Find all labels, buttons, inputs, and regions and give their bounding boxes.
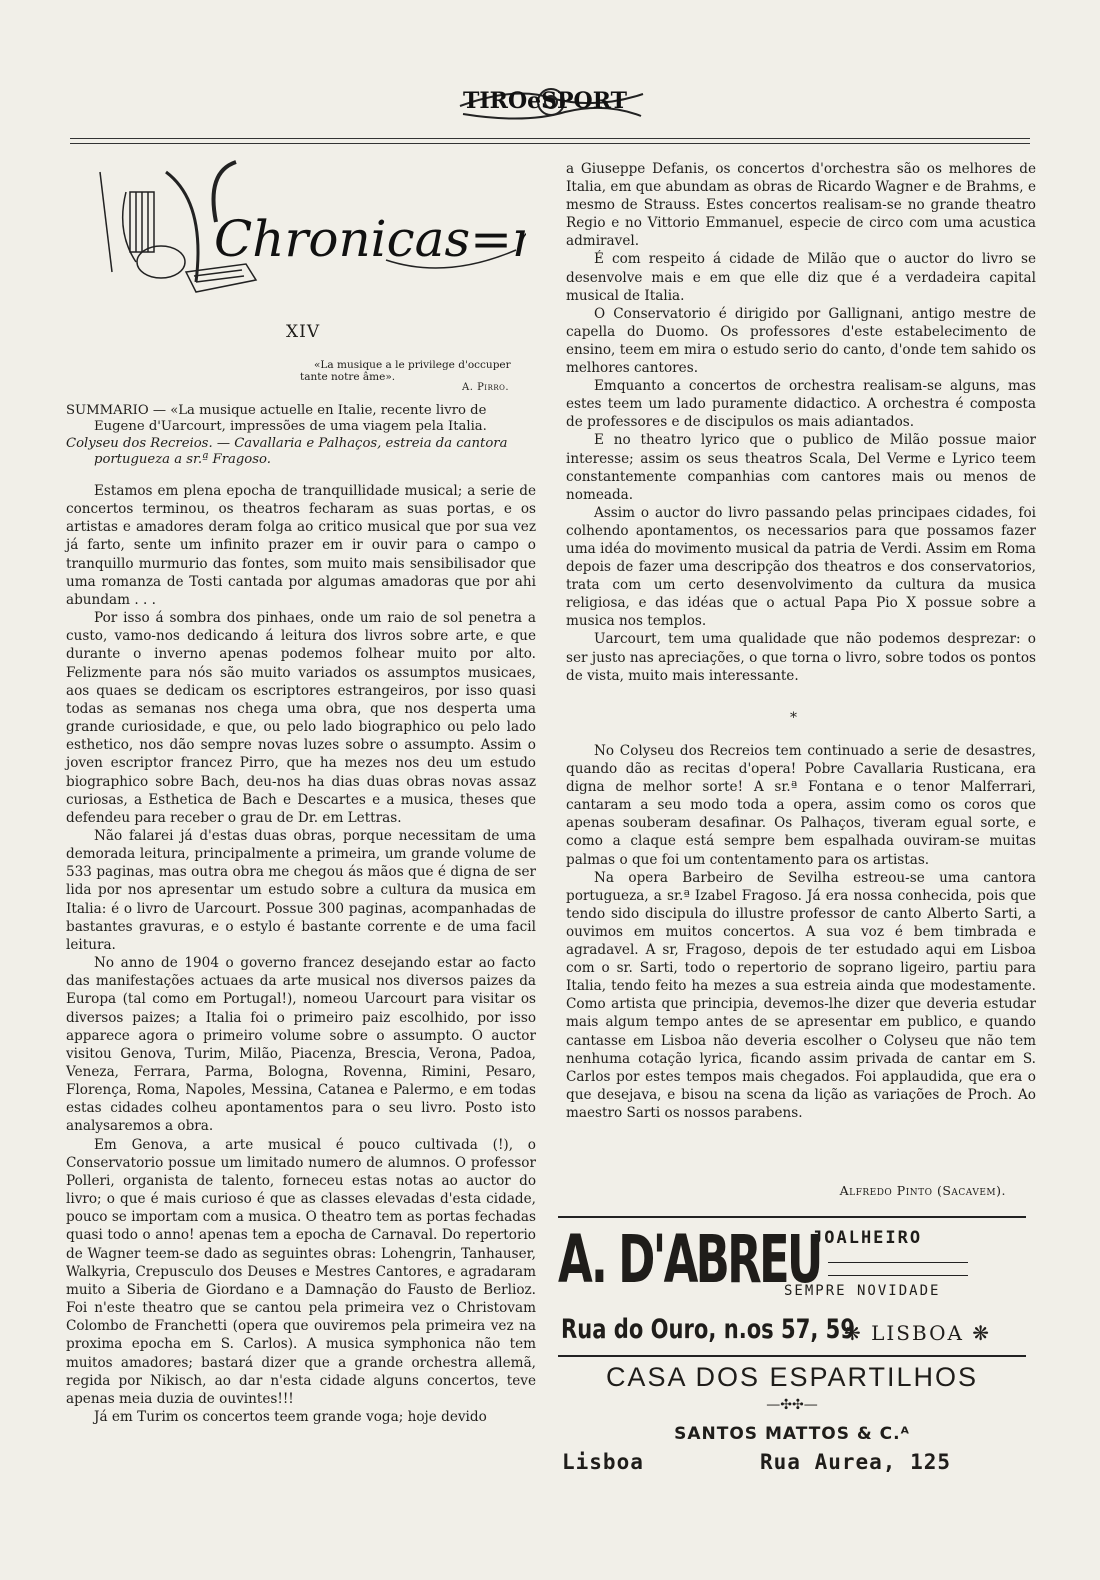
ad-jeweler-address: Rua do Ouro, n.os 57, 59	[561, 1314, 855, 1345]
chronicle-number: XIV	[286, 322, 321, 342]
paragraph: Na opera Barbeiro de Sevilha estreou-se uma cantora portugueza, a sr.ª Izabel Fragoso. Já era nossa conhecida, pois que tendo sido discipula do illustre professor de canto Alberto Sarti, a ouvimos em muitos concertos. A sua voz é bem timbrada e agradavel. A sr, Fragoso, depois de ter estudado aqui em Lisboa com o sr. Sarti, todo o repertorio de soprano ligeiro, partiu para Italia, tendo feito ha mezes a sua estreia ainda que modestamente. Como artista que principia, devemos-lhe dizer que deveria estudar mais algum tempo antes de se apresentar em publico, e quando cantasse em Lisboa não deveria escolher o Colyseu que não tem nenhuma cotação lyrica, ficando assim privada de cantar em S. Carlos por estes tempos mais chegados. Foi applaudida, que era o que desejava, e bisou na scena da lição as variações de Proch. Ao maestro Sarti os nossos parabens.	[566, 869, 1036, 1121]
paragraph: Já em Turim os concertos teem grande voga; hoje devido	[94, 1408, 487, 1425]
article-column-right-continued	[566, 742, 1036, 1122]
paragraph: Em Genova, a arte musical é pouco cultivada (!), o Conservatorio possue um limitado numero de alumnos. O professor Polleri, organista de talento, forneceu estas notas ao auctor do livro; o que é mais curioso é que as classes elevadas d'esta cidade, pouco se importam com a musica. O theatro tem as portas fechadas quasi todo o anno! apenas tem a epocha de Carnaval. Do repertorio de Wagner teem-se dado as seguintes obras: Lohengrin, Tanhauser, Walkyria, Crepusculo dos Deuses e Mestres Cantores, e agradaram muito a Siberia de Giordano e a Damnação do Fausto de Berlioz. Foi n'este theatro que se cantou pela primeira vez o Christovam Colombo de Franchetti (opera que ouviremos pela primeira vez na proxima epocha em S. Carlos). A musica symphonica não tem muitos amadores; bastará dizer que a grande orchestra allemã, regida por Nikisch, ao dar n'esta cidade alguns concertos, teve apenas meia duzia de ouvintes!!!	[66, 1136, 536, 1407]
paragraph: a Giuseppe Defanis, os concertos d'orchestra são os melhores de Italia, em que abundam as obras de Ricardo Wagner e de Brahms, e mesmo de Strauss. Estes concertos realisam-se no grande theatro Regio e no Vittorio Emmanuel, especie de circo com uma acustica admiravel.	[566, 161, 1036, 250]
ad-corset-city: Lisboa	[562, 1450, 644, 1474]
section-title: Chronicas=	[214, 210, 513, 268]
article-column-left	[66, 482, 536, 1426]
paragraph: O Conservatorio é dirigido por Gallignani, antigo mestre de capella do Duomo. Os professores d'este estabelecimento de ensino, teem em mira o estudo serio do canto, d'onde tem sahido os melhores cantores.	[566, 305, 1036, 377]
author-signature: Alfredo Pinto (Sacavem).	[839, 1183, 1006, 1198]
summary	[66, 403, 536, 469]
paragraph: No anno de 1904 o governo francez desejando estar ao facto das manifestações actuaes da arte musical nos diversos paizes da Europa (tal como em Portugal!), nomeou Uarcourt para visitar os diversos paizes; a Italia foi o primeiro paiz escolhido, por isso apparece agora o primeiro volume sobre o assumpto. O auctor visitou Genova, Turim, Milão, Piacenza, Brescia, Verona, Padoa, Veneza, Ferrara, Parma, Bologna, Rovenna, Rimini, Pesaro, Florença, Roma, Napoles, Messina, Catanea e Palermo, e em todas estas cidades colheu apontamentos para o seu livro. Posto isto analysaremos a obra.	[66, 955, 536, 1135]
ad-jeweler-brand: A. D'ABREU	[558, 1221, 821, 1298]
paragraph: Por isso á sombra dos pinhaes, onde um raio de sol penetra a custo, vamo-nos dedicando á leitura dos livros sobre arte, e que durante o inverno apenas podemos folhear muito por alto. Felizmente para nós são muito variados os assumptos musicaes, aos quaes se dedicam os escriptores estrangeiros, por isso quasi todas as semanas nos chega uma obra, que nos desperta uma grande curiosidade, e que, ou pelo lado biographico ou pelo lado esthetico, nos dão sempre novas luzes sobre o assumpto. Assim o joven escriptor francez Pirro, que ha mezes nos deu um estudo biographico sobre Bach, deu-nos ha dias duas obras novas assaz curiosas, a Esthetica de Bach e Descartes e a musica, theses que defendeu para receber o grau de Dr. em Lettras.	[66, 610, 536, 826]
summary-line-2: Colyseu dos Recreios. — Cavallaria e Palhaços, estreia da cantora portugueza a sr.ª Fragoso.	[66, 435, 508, 468]
paragraph: E no theatro lyrico que o publico de Milão possue maior interesse; assim os seus theatros Scala, Del Verme e Lyrico teem constantemente companhias com cantores mais ou menos de nomeada.	[566, 432, 1036, 503]
ad-jeweler-ornament-lines	[828, 1262, 968, 1276]
paragraph: No Colyseu dos Recreios tem continuado a serie de desastres, quando dão as recitas d'opera! Pobre Cavallaria Rusticana, era digna de melhor sorte! A sr.ª Fontana e o tenor Malferrari, cantaram a seu modo toda a opera, assim como os coros que apenas souberam desafinar. Os Palhaços, tiveram egual sorte, e como a claque está sempre bem espalhada ouviram-se muitas palmas o que foi um contentamento para os artistas.	[566, 743, 1036, 868]
section-divider-asterisk: *	[790, 710, 797, 726]
ad-rule-top	[558, 1216, 1026, 1218]
masthead-logo	[455, 76, 647, 126]
paragraph: Emquanto a concertos de orchestra realisam-se alguns, mas estes teem um lado puramente didactico. A orchestra é composta de professores e de discipulos os mais adiantados.	[566, 378, 1036, 431]
masthead-text: TIROeSPORT	[463, 88, 627, 114]
ad-rule-middle	[558, 1355, 1026, 1357]
epigraph: «La musique a le privilege d'occuper tante notre âme».	[300, 359, 511, 383]
ad-corset-shop-title: CASA DOS ESPARTILHOS	[605, 1362, 979, 1392]
ad-corset-firm: SANTOS MATTOS & C.ᴬ	[674, 1424, 910, 1444]
article-column-right	[566, 160, 1036, 685]
paragraph: É com respeito á cidade de Milão que o auctor do livro se desenvolve mais e em que elle diz que é a verdadeira capital musical de Italia.	[566, 251, 1036, 304]
section-header-illustration	[86, 152, 526, 304]
epigraph-author: A. Pirro.	[462, 382, 510, 393]
ad-corset-ornament: —✣✣—	[766, 1397, 818, 1413]
summary-line-1: SUMMARIO — «La musique actuelle en Italie, recente livro de Eugene d'Uarcourt, impressões de uma viagem pela Italia.	[66, 403, 487, 435]
paragraph: Estamos em plena epocha de tranquillidade musical; a serie de concertos terminou, os theatros fecharam as suas portas, e os artistas e amadores deram folga ao critico musical que por sua vez já farto, sente um infinito prazer em ir ouvir para o campo o tranquillo murmurio das fontes, som muito mais sensibilisador que uma romanza de Tosti cantada por algumas amadoras que por ahi abundam . . .	[66, 483, 536, 608]
paragraph: Uarcourt, tem uma qualidade que não podemos desprezar: o ser justo nas apreciações, o que torna o livro, sobre todos os pontos de vista, muito mais interessante.	[566, 631, 1036, 684]
header-rule-bottom	[70, 143, 1030, 144]
ad-jeweler-slogan: SEMPRE NOVIDADE	[784, 1283, 941, 1299]
ad-jeweler-city: ❋ LISBOA ❋	[844, 1321, 992, 1345]
paragraph: Não falarei já d'estas duas obras, porque necessitam de uma demorada leitura, principalmente a primeira, um grande volume de 533 paginas, mas outra obra me chegou ás mãos que é digna de ser lida por nos apresentar um estudo sobre a cultura da musica em Italia: é o livro de Uarcourt. Possue 300 paginas, acompanhadas de bastantes gravuras, e o estylo é bastante corrente e de uma facil leitura.	[66, 827, 536, 953]
paragraph: Assim o auctor do livro passando pelas principaes cidades, foi colhendo apontamentos, os necessarios para que possamos fazer uma idéa do movimento musical da patria de Verdi. Assim em Roma depois de fazer uma descripção dos theatros e dos conservatorios, trata com um certo desenvolvimento da cultura da musica religiosa, e das idéas que o actual Papa Pio X possue sobre a musica nos templos.	[566, 504, 1036, 630]
ad-jeweler-tagline: JOALHEIRO	[812, 1228, 923, 1248]
ad-corset-street: Rua Aurea, 125	[760, 1450, 952, 1474]
header-rule-top	[70, 138, 1030, 139]
